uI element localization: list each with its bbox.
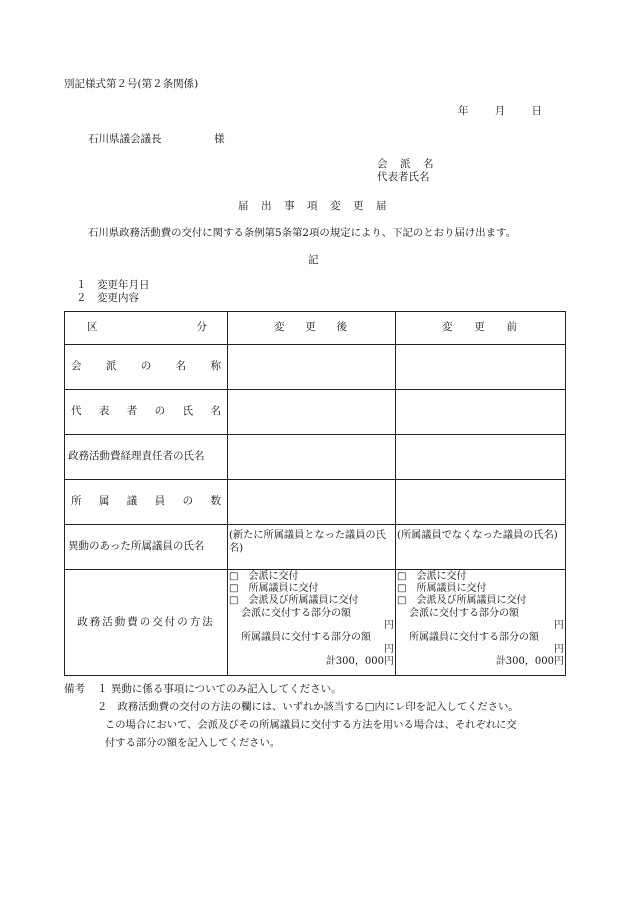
method-before-cell bbox=[396, 570, 566, 676]
header-after-char: 更 bbox=[305, 321, 316, 334]
member-amount-yen-after[interactable]: 円 bbox=[384, 644, 394, 656]
label-char: 称 bbox=[210, 360, 221, 373]
form-number: 別記様式第２号(第２条関係) bbox=[64, 78, 199, 90]
representative-label: 代表者氏名 bbox=[377, 171, 430, 183]
accountant-before-field[interactable] bbox=[396, 435, 566, 480]
date-year: 年 bbox=[458, 105, 469, 117]
label-char: 所 bbox=[71, 495, 82, 508]
member-count-after-field[interactable] bbox=[228, 480, 396, 525]
label-char: 者 bbox=[126, 405, 138, 418]
label-accountant bbox=[65, 435, 228, 480]
moved-members-before-field[interactable] bbox=[396, 525, 566, 570]
table-header-row bbox=[65, 312, 566, 345]
label-moved-members-text: 異動のあった所属議員の氏名 bbox=[68, 540, 205, 553]
member-amount-label-before: 所属議員に交付する部分の額 bbox=[409, 632, 539, 644]
row-member-count bbox=[65, 480, 566, 525]
header-category-char: 分 bbox=[196, 321, 207, 334]
label-char: 議 bbox=[126, 495, 138, 508]
label-faction-name bbox=[65, 345, 228, 390]
header-category-char: 区 bbox=[87, 321, 98, 334]
date-month: 月 bbox=[494, 105, 506, 117]
method-after-cell bbox=[228, 570, 396, 676]
note-2-line-1: ２ 政務活動費の交付の方法の欄には、いずれか該当する□内にレ印を記入してください。 bbox=[97, 701, 519, 713]
moved-before-note: (所属議員でなくなった議員の氏名) bbox=[397, 530, 558, 541]
note-2-line-3: 付する部分の額を記入してください。 bbox=[105, 737, 281, 749]
change-table bbox=[64, 311, 566, 676]
faction-amount-label-after: 会派に交付する部分の額 bbox=[241, 607, 351, 619]
header-before-char: 更 bbox=[474, 321, 485, 334]
moved-after-note: (新たに所属議員となった議員の氏名) bbox=[229, 530, 386, 554]
accountant-after-field[interactable] bbox=[228, 435, 396, 480]
label-char: 表 bbox=[98, 405, 110, 418]
label-method bbox=[65, 570, 228, 676]
member-count-before-field[interactable] bbox=[396, 480, 566, 525]
faction-amount-yen-before[interactable]: 円 bbox=[554, 619, 564, 631]
label-member-count bbox=[65, 480, 228, 525]
date-line bbox=[458, 105, 542, 118]
label-char: 員 bbox=[154, 495, 166, 508]
faction-name-label: 会 派 名 bbox=[377, 158, 435, 170]
label-char: の bbox=[154, 405, 166, 418]
header-after-char: 変 bbox=[274, 321, 285, 334]
header-after bbox=[228, 312, 396, 345]
label-char: 派 bbox=[105, 360, 117, 373]
label-accountant-text: 政務活動費経理責任者の氏名 bbox=[68, 450, 205, 463]
method-option-faction-before[interactable]: □ 会派に交付 bbox=[397, 571, 467, 582]
row-accountant bbox=[65, 435, 566, 480]
representative-before-field[interactable] bbox=[396, 390, 566, 435]
faction-name-before-field[interactable] bbox=[396, 345, 566, 390]
method-option-faction-after[interactable]: □ 会派に交付 bbox=[229, 571, 299, 582]
header-after-char: 後 bbox=[336, 321, 347, 334]
label-char: 名 bbox=[175, 360, 187, 373]
header-before bbox=[396, 312, 566, 345]
total-before: 計300，000円 bbox=[495, 656, 564, 668]
document-title: 届 出 事 項 変 更 届 bbox=[238, 200, 388, 212]
label-char: の bbox=[182, 495, 194, 508]
ki-label: 記 bbox=[308, 254, 319, 266]
intro-text: 石川県政務活動費の交付に関する条例第5条第2項の規定により、下記のとおり届け出ます。 bbox=[88, 227, 517, 239]
header-before-char: 前 bbox=[506, 321, 517, 334]
row-moved-members bbox=[65, 525, 566, 570]
row-faction-name bbox=[65, 345, 566, 390]
addressee-honorific: 様 bbox=[214, 133, 225, 145]
label-char: 氏 bbox=[182, 405, 194, 418]
moved-members-after-field[interactable] bbox=[228, 525, 396, 570]
faction-amount-yen-after[interactable]: 円 bbox=[384, 619, 394, 631]
date-day: 日 bbox=[531, 105, 542, 117]
note-2-line-2: この場合において、会派及びその所属議員に交付する方法を用いる場合は、それぞれに交 bbox=[105, 719, 517, 731]
label-char: 数 bbox=[210, 495, 221, 508]
label-char: 会 bbox=[71, 360, 82, 373]
header-before-char: 変 bbox=[442, 321, 453, 334]
label-moved-members bbox=[65, 525, 228, 570]
note-1: １ 異動に係る事項についてのみ記入してください。 bbox=[97, 683, 342, 695]
representative-after-field[interactable] bbox=[228, 390, 396, 435]
label-char: 代 bbox=[71, 405, 82, 418]
member-amount-yen-before[interactable]: 円 bbox=[554, 644, 564, 656]
label-char: 属 bbox=[98, 495, 110, 508]
method-option-both-after[interactable]: □ 会派及び所属議員に交付 bbox=[229, 595, 359, 607]
row-method bbox=[65, 570, 566, 676]
label-method-text: 政務活動費の交付の方法 bbox=[77, 615, 215, 628]
label-char: の bbox=[140, 360, 152, 373]
total-after: 計300，000円 bbox=[325, 656, 394, 668]
label-representative bbox=[65, 390, 228, 435]
notes-label: 備考 bbox=[64, 683, 85, 695]
row-representative bbox=[65, 390, 566, 435]
method-option-both-before[interactable]: □ 会派及び所属議員に交付 bbox=[397, 595, 527, 607]
item-change-date: １ 変更年月日 bbox=[76, 279, 150, 291]
method-option-members-after[interactable]: □ 所属議員に交付 bbox=[229, 583, 319, 595]
method-option-members-before[interactable]: □ 所属議員に交付 bbox=[397, 583, 487, 595]
item-change-content: ２ 変更内容 bbox=[76, 292, 139, 304]
label-char: 名 bbox=[210, 405, 221, 418]
faction-name-after-field[interactable] bbox=[228, 345, 396, 390]
header-category bbox=[65, 312, 228, 345]
addressee-name: 石川県議会議長 bbox=[88, 133, 162, 145]
faction-amount-label-before: 会派に交付する部分の額 bbox=[409, 607, 519, 619]
member-amount-label-after: 所属議員に交付する部分の額 bbox=[241, 632, 371, 644]
